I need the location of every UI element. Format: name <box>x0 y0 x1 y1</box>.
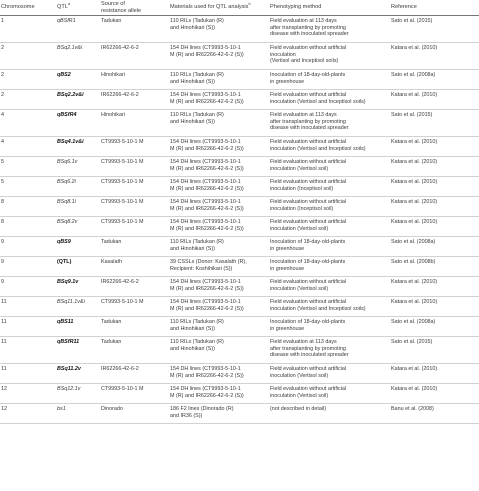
materials-line: M (R) and IR62266-42-6-2 (S)) <box>170 98 244 105</box>
source-cell: Tadukan <box>101 239 122 245</box>
phenotyping-line: in greenhouse <box>270 265 305 272</box>
phenotyping-line: inoculation (Inceptisol soil) <box>270 205 334 212</box>
source-cell: CT9993-5-10-1 M <box>101 219 144 225</box>
header-chromosome: Chromosome <box>1 4 35 11</box>
phenotyping-line: inoculation (Inceptisol soil) <box>270 185 334 192</box>
reference-cell: Katara et al. (2010) <box>391 279 438 285</box>
table-row <box>0 317 479 337</box>
materials-cell <box>168 43 268 58</box>
reference-cell: Katara et al. (2010) <box>391 299 438 305</box>
phenotyping-line: Field evaluation without artificial <box>270 199 347 205</box>
phenotyping-line: disease with inoculated spreader <box>270 352 349 359</box>
materials-line: 110 RILs (Tadukan (R) <box>170 18 224 24</box>
materials-line: M (R) and IR62266-42-6-2 (S)) <box>170 185 244 192</box>
chromosome-cell: 11 <box>1 299 7 305</box>
header-reference: Reference <box>391 4 417 11</box>
materials-cell <box>168 317 268 332</box>
source-cell: CT9993-5-10-1 M <box>101 299 144 305</box>
reference-cell: Katara et al. (2010) <box>391 139 438 145</box>
source-cell: Kasalath <box>101 259 122 265</box>
reference-cell: Katara et al. (2010) <box>391 92 438 98</box>
materials-line: 154 DH lines (CT9993-5-10-1 <box>170 366 241 372</box>
chromosome-cell: 9 <box>1 279 4 285</box>
phenotyping-line: Field evaluation without artificial <box>270 219 347 225</box>
materials-cell <box>168 137 268 152</box>
table-row <box>0 364 479 384</box>
table-row <box>0 137 479 157</box>
materials-line: 110 RILs (Tadukan (R) <box>170 339 224 345</box>
materials-cell <box>168 277 268 292</box>
materials-line: M (R) and IR62266-42-6-2 (S)) <box>170 372 244 379</box>
materials-cell <box>168 364 268 379</box>
materials-line: 39 CSSLs (Donor: Kasalath (R), <box>170 259 247 265</box>
table-header <box>0 0 479 16</box>
materials-line: 110 RILs (Tadukan (R) <box>170 72 224 78</box>
materials-line: 110 RILs (Tadukan (R) <box>170 239 224 245</box>
source-cell: Tadukan <box>101 319 122 325</box>
qtl-cell: qBS9 <box>57 239 71 245</box>
materials-line: M (R) and IR62266-42-6-2 (S)) <box>170 392 244 399</box>
materials-line: M (R) and IR62266-42-6-2 (S)) <box>170 305 244 312</box>
materials-cell <box>168 16 268 31</box>
table-body <box>0 16 479 424</box>
qtl-cell: BSq6.2i <box>57 179 76 185</box>
materials-line: and IR36 (S)) <box>170 412 203 419</box>
source-cell: IR62266-42-6-2 <box>101 366 139 372</box>
reference-cell: Katara et al. (2010) <box>391 159 438 165</box>
qtl-cell: bs1 <box>57 406 66 412</box>
phenotyping-cell <box>268 43 389 65</box>
materials-line: 154 DH lines (CT9993-5-10-1 <box>170 179 241 185</box>
source-cell: CT9993-5-10-1 M <box>101 386 144 392</box>
chromosome-cell: 2 <box>1 45 4 51</box>
materials-cell <box>168 337 268 352</box>
chromosome-cell: 1 <box>1 18 4 24</box>
materials-line: 110 RILs (Tadukan (R) <box>170 112 224 118</box>
phenotyping-line: Field evaluation without artificial <box>270 139 347 145</box>
phenotyping-cell <box>268 217 389 232</box>
materials-cell <box>168 237 268 252</box>
materials-cell <box>168 157 268 172</box>
qtl-cell: BSq2.1v&i <box>57 45 83 51</box>
phenotyping-line: inoculation (Vertisol soil) <box>270 392 329 399</box>
reference-cell: Sato et al. (2008a) <box>391 239 436 245</box>
phenotyping-line: Field evaluation without artificial <box>270 299 347 305</box>
qtl-cell: BSq8.2v <box>57 219 78 225</box>
reference-cell: Katara et al. (2010) <box>391 366 438 372</box>
source-cell: CT9993-5-10-1 M <box>101 179 144 185</box>
phenotyping-line: Field evaluation at 113 days <box>270 339 337 345</box>
phenotyping-line: inoculation (Vertisol and Inceptisol soils) <box>270 98 366 105</box>
phenotyping-line: inoculation (Vertisol and Inceptisol soils) <box>270 145 366 152</box>
table-row <box>0 70 479 90</box>
qtl-cell: qBSfR1 <box>57 18 76 24</box>
table-row <box>0 237 479 257</box>
qtl-cell: BSq4.1v&i <box>57 139 84 145</box>
reference-cell: Katara et al. (2010) <box>391 199 438 205</box>
materials-line: 154 DH lines (CT9993-5-10-1 <box>170 219 241 225</box>
chromosome-cell: 2 <box>1 92 4 98</box>
phenotyping-line: Field evaluation without artificial <box>270 279 347 285</box>
source-cell: Tadukan <box>101 18 122 24</box>
source-cell: CT9993-5-10-1 M <box>101 199 144 205</box>
phenotyping-cell <box>268 404 389 413</box>
materials-line: M (R) and IR62266-42-6-2 (S)) <box>170 51 244 58</box>
source-cell: Hinohikari <box>101 72 125 78</box>
chromosome-cell: 9 <box>1 259 4 265</box>
materials-line: Recipient: Koshihikari (S)) <box>170 265 233 272</box>
reference-cell: Sato et al. (2008b) <box>391 259 436 265</box>
table-row <box>0 157 479 177</box>
reference-cell: Sato et al. (2015) <box>391 18 433 24</box>
reference-cell: Katara et al. (2010) <box>391 45 438 51</box>
header-qtl: QTL$^a$ <box>57 2 71 11</box>
table-row <box>0 197 479 217</box>
qtl-cell: BSq2.2v&i <box>57 92 84 98</box>
phenotyping-cell <box>268 257 389 272</box>
chromosome-cell: 4 <box>1 139 4 145</box>
qtl-cell: (QTL) <box>57 259 72 265</box>
phenotyping-line: (Vertisol and Inceptisol soils) <box>270 58 339 65</box>
materials-line: M (R) and IR62266-42-6-2 (S)) <box>170 205 244 212</box>
source-cell: Dinorado <box>101 406 123 412</box>
phenotyping-line: Field evaluation without artificial <box>270 366 347 372</box>
phenotyping-cell <box>268 364 389 379</box>
materials-line: 154 DH lines (CT9993-5-10-1 <box>170 299 241 305</box>
chromosome-cell: 9 <box>1 239 4 245</box>
phenotyping-line: in greenhouse <box>270 325 305 332</box>
phenotyping-line: inoculation <box>270 51 296 58</box>
reference-cell: Sato et al. (2015) <box>391 339 433 345</box>
chromosome-cell: 12 <box>1 406 7 412</box>
source-cell: IR62266-42-6-2 <box>101 279 139 285</box>
materials-line: and Hinohikari (S)) <box>170 118 215 125</box>
materials-cell <box>168 197 268 212</box>
phenotyping-cell <box>268 157 389 172</box>
materials-line: 154 DH lines (CT9993-5-10-1 <box>170 199 241 205</box>
materials-line: and Hinohikari (S)) <box>170 325 215 332</box>
table-row <box>0 43 479 70</box>
reference-cell: Sato et al. (2015) <box>391 112 433 118</box>
phenotyping-line: Field evaluation without artificial <box>270 179 347 185</box>
phenotyping-line: inoculation (Vertisol and Inceptisol soils) <box>270 305 366 312</box>
phenotyping-line: Inoculation of 18-day-old-plants <box>270 239 346 245</box>
reference-cell: Sato et al. (2008a) <box>391 319 436 325</box>
source-cell: IR62266-42-6-2 <box>101 92 139 98</box>
materials-line: 110 RILs (Tadukan (R) <box>170 319 224 325</box>
table-row <box>0 177 479 197</box>
phenotyping-line: Field evaluation without artificial <box>270 92 347 98</box>
qtl-cell: BSq8.1i <box>57 199 76 205</box>
materials-line: 154 DH lines (CT9993-5-10-1 <box>170 139 241 145</box>
header-phenotyping: Phenotyping method <box>270 4 322 11</box>
phenotyping-line: Field evaluation at 113 days <box>270 112 337 118</box>
reference-cell: Banu et al. (2008) <box>391 406 434 412</box>
phenotyping-line: Inoculation of 18-day-old-plants <box>270 72 346 78</box>
phenotyping-cell <box>268 110 389 132</box>
table-row <box>0 16 479 43</box>
reference-cell: Sato et al. (2008a) <box>391 72 436 78</box>
phenotyping-line: after transplanting by promoting <box>270 24 346 31</box>
phenotyping-cell <box>268 384 389 399</box>
materials-line: M (R) and IR62266-42-6-2 (S)) <box>170 165 244 172</box>
reference-cell: Katara et al. (2010) <box>391 386 438 392</box>
phenotyping-line: in greenhouse <box>270 245 305 252</box>
phenotyping-line: Field evaluation without artificial <box>270 386 347 392</box>
qtl-cell: BSq9.1v <box>57 279 79 285</box>
phenotyping-cell <box>268 177 389 192</box>
table-row <box>0 257 479 277</box>
table-row <box>0 277 479 297</box>
phenotyping-cell <box>268 70 389 85</box>
materials-line: 154 DH lines (CT9993-5-10-1 <box>170 45 241 51</box>
phenotyping-line: in greenhouse <box>270 78 305 85</box>
table-row <box>0 337 479 364</box>
phenotyping-cell <box>268 277 389 292</box>
materials-cell <box>168 70 268 85</box>
phenotyping-line: Inoculation of 18-day-old-plants <box>270 319 346 325</box>
materials-line: 154 DH lines (CT9993-5-10-1 <box>170 279 241 285</box>
qtl-cell: BSq11.1v&i <box>57 299 85 305</box>
phenotyping-line: inoculation (Vertisol soil) <box>270 225 329 232</box>
header-source: Source of resistance allele <box>101 1 142 14</box>
phenotyping-line: Inoculation of 18-day-old-plants <box>270 259 346 265</box>
materials-line: M (R) and IR62266-42-6-2 (S)) <box>170 285 244 292</box>
phenotyping-cell <box>268 90 389 105</box>
source-cell: CT9993-5-10-1 M <box>101 139 144 145</box>
chromosome-cell: 8 <box>1 199 4 205</box>
materials-cell <box>168 297 268 312</box>
qtl-cell: qBS11 <box>57 319 74 325</box>
reference-cell: Katara et al. (2010) <box>391 179 438 185</box>
qtl-cell: qBS2 <box>57 72 71 78</box>
phenotyping-line: Field evaluation without artificial <box>270 45 347 51</box>
table-row <box>0 90 479 110</box>
phenotyping-line: after transplanting by promoting <box>270 118 346 125</box>
materials-cell <box>168 257 268 272</box>
phenotyping-line: disease with inoculated spreader <box>270 125 349 132</box>
phenotyping-cell <box>268 317 389 332</box>
source-cell: Tadukan <box>101 339 122 345</box>
chromosome-cell: 5 <box>1 179 4 185</box>
phenotyping-line: Field evaluation without artificial <box>270 159 347 165</box>
materials-line: 154 DH lines (CT9993-5-10-1 <box>170 92 241 98</box>
phenotyping-line: disease with inoculated spreader <box>270 31 349 38</box>
qtl-cell: BSq6.1v <box>57 159 78 165</box>
materials-line: 154 DH lines (CT9993-5-10-1 <box>170 386 241 392</box>
chromosome-cell: 2 <box>1 72 4 78</box>
qtl-cell: BSq11.2v <box>57 366 81 372</box>
materials-line: and Hinohikari (S)) <box>170 24 215 31</box>
materials-cell <box>168 384 268 399</box>
phenotyping-cell <box>268 337 389 359</box>
qtl-cell: BSq12.1v <box>57 386 81 392</box>
chromosome-cell: 11 <box>1 339 7 345</box>
materials-cell <box>168 177 268 192</box>
header-materials: Materials used for QTL analysis$^b$ <box>170 2 251 11</box>
materials-cell <box>168 90 268 105</box>
table-row <box>0 384 479 404</box>
materials-line: 154 DH lines (CT9993-5-10-1 <box>170 159 241 165</box>
materials-line: and Hinohikari (S)) <box>170 78 215 85</box>
materials-line: M (R) and IR62266-42-6-2 (S)) <box>170 225 244 232</box>
phenotyping-line: (not described in detail) <box>270 406 327 412</box>
materials-line: and Hinohikari (S)) <box>170 245 215 252</box>
phenotyping-line: after transplanting by promoting <box>270 345 346 352</box>
chromosome-cell: 8 <box>1 219 4 225</box>
source-cell: CT9993-5-10-1 M <box>101 159 144 165</box>
source-cell: Hinohikari <box>101 112 125 118</box>
phenotyping-line: inoculation (Vertisol soil) <box>270 285 329 292</box>
phenotyping-cell <box>268 16 389 38</box>
phenotyping-line: inoculation (Vertisol soil) <box>270 372 329 379</box>
chromosome-cell: 12 <box>1 386 7 392</box>
qtl-cell: qBSfR11 <box>57 339 80 345</box>
table-row <box>0 297 479 317</box>
chromosome-cell: 5 <box>1 159 4 165</box>
phenotyping-line: inoculation (Vertisol soil) <box>270 165 329 172</box>
table-row <box>0 217 479 237</box>
materials-cell <box>168 217 268 232</box>
chromosome-cell: 11 <box>1 366 7 372</box>
materials-line: and Hinohikari (S)) <box>170 345 215 352</box>
chromosome-cell: 4 <box>1 112 4 118</box>
materials-cell <box>168 110 268 125</box>
phenotyping-cell <box>268 137 389 152</box>
phenotyping-cell <box>268 237 389 252</box>
table-row <box>0 404 479 424</box>
materials-line: M (R) and IR62266-42-6-2 (S)) <box>170 145 244 152</box>
qtl-cell: qBSfR4 <box>57 112 77 118</box>
phenotyping-cell <box>268 297 389 312</box>
materials-line: 186 F2 lines (Dinorado (R) <box>170 406 234 412</box>
reference-cell: Katara et al. (2010) <box>391 219 438 225</box>
materials-cell <box>168 404 268 419</box>
table-row <box>0 110 479 137</box>
chromosome-cell: 11 <box>1 319 7 325</box>
source-cell: IR62266-42-6-2 <box>101 45 139 51</box>
phenotyping-line: Field evaluation at 113 days <box>270 18 337 24</box>
phenotyping-cell <box>268 197 389 212</box>
